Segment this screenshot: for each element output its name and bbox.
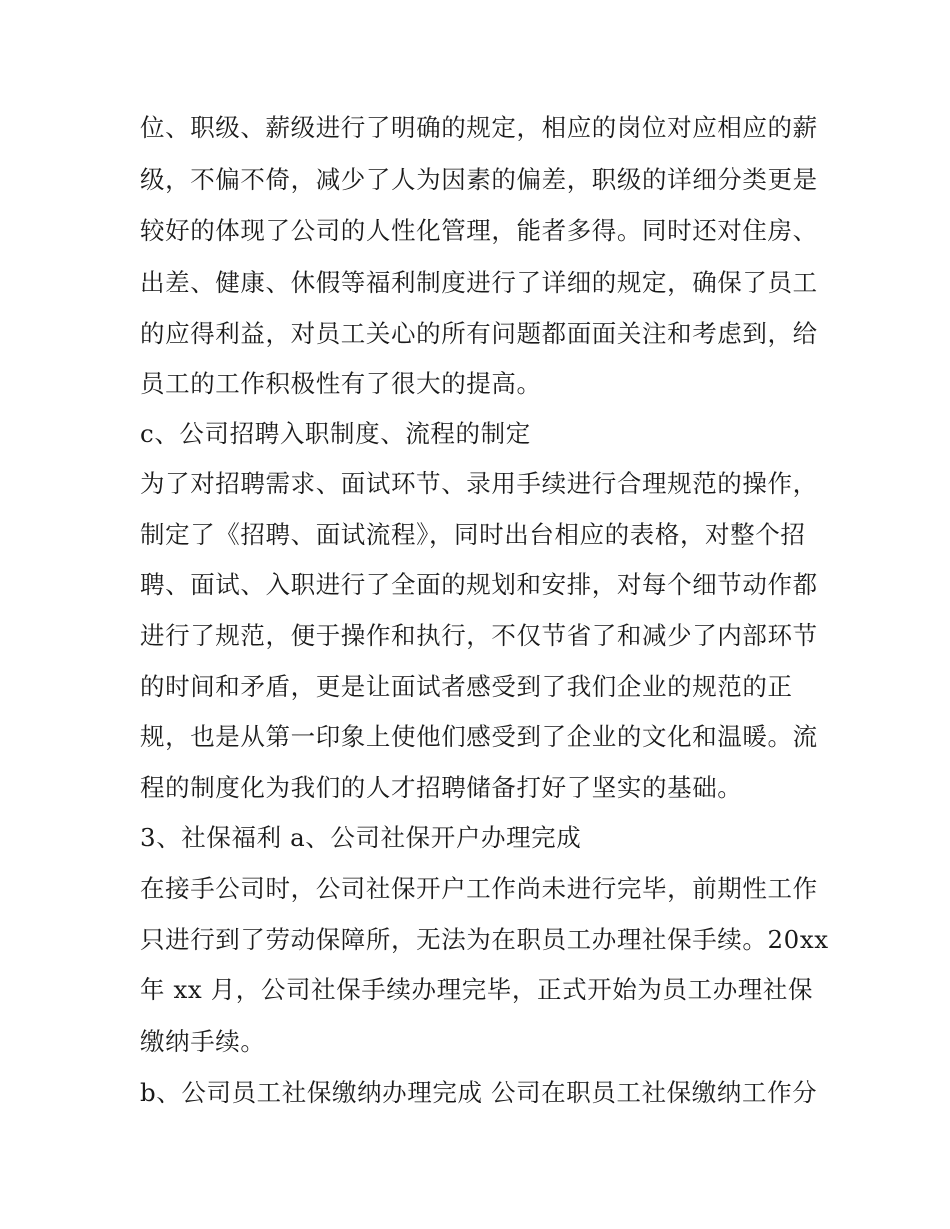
paragraph-line: 年 xx 月，公司社保手续办理完毕，正式开始为员工办理社保 (140, 975, 814, 1004)
paragraph-line: 缴纳手续。 (140, 1027, 266, 1056)
paragraph-line: 制定了《招聘、面试流程》，同时出台相应的表格，对整个招 (140, 520, 806, 549)
paragraph-line: 员工的工作积极性有了很大的提高。 (140, 369, 542, 398)
paragraph-line: 聘、面试、入职进行了全面的规划和安排，对每个细节动作都 (140, 570, 818, 599)
paragraph-line: 在接手公司时，公司社保开户工作尚未进行完毕，前期性工作 (140, 874, 818, 903)
paragraph-line: 的时间和矛盾，更是让面试者感受到了我们企业的规范的正 (140, 672, 793, 701)
paragraph-line: 为了对招聘需求、面试环节、录用手续进行合理规范的操作， (140, 469, 818, 498)
paragraph-line: 只进行到了劳动保障所，无法为在职员工办理社保手续。20xx (140, 925, 829, 954)
paragraph-line: 的应得利益，对员工关心的所有问题都面面关注和考虑到，给 (140, 319, 818, 348)
section-heading: c、公司招聘入职制度、流程的制定 (140, 419, 531, 448)
paragraph-line: 程的制度化为我们的人才招聘储备打好了坚实的基础。 (140, 773, 743, 802)
paragraph-line: 较好的体现了公司的人性化管理，能者多得。同时还对住房、 (140, 216, 818, 245)
paragraph-line: 位、职级、薪级进行了明确的规定，相应的岗位对应相应的薪 (140, 113, 818, 142)
section-heading: b、公司员工社保缴纳办理完成 公司在职员工社保缴纳工作分 (140, 1078, 818, 1107)
paragraph-line: 进行了规范，便于操作和执行，不仅节省了和减少了内部环节 (140, 621, 818, 650)
paragraph-line: 出差、健康、休假等福利制度进行了详细的规定，确保了员工 (140, 268, 818, 297)
paragraph-line: 规，也是从第一印象上使他们感受到了企业的文化和温暖。流 (140, 722, 818, 751)
section-heading: 3、社保福利 a、公司社保开户办理完成 (140, 823, 582, 852)
paragraph-line: 级，不偏不倚，减少了人为因素的偏差，职级的详细分类更是 (140, 165, 818, 194)
